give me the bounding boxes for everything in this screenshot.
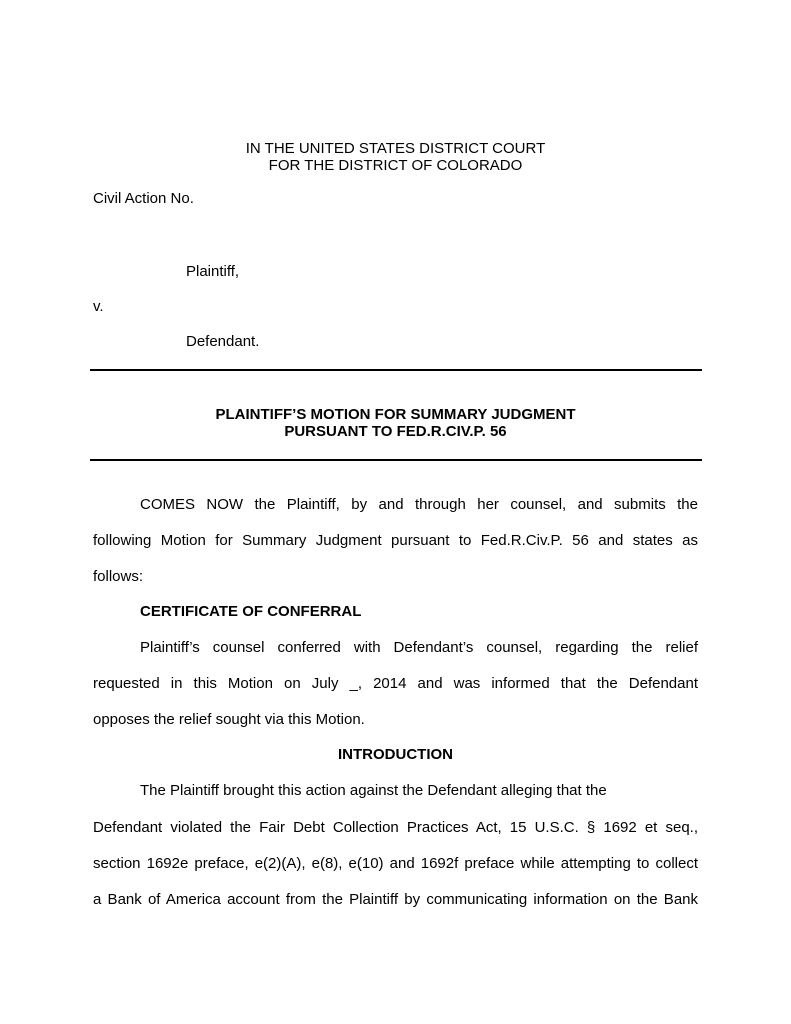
caption-rule-top xyxy=(90,369,702,371)
paragraph-line: requested in this Motion on July _, 2014 and was informed that the Defendant xyxy=(93,675,698,692)
conferral-paragraph xyxy=(93,638,698,746)
paragraph-line: COMES NOW the Plaintiff, by and through her counsel, and submits the xyxy=(140,496,698,513)
plaintiff-label: Plaintiff, xyxy=(186,263,240,280)
paragraph-line: section 1692e preface, e(2)(A), e(8), e(10) and 1692f preface while attempting to collect xyxy=(93,855,698,872)
versus-label: v. xyxy=(93,298,104,315)
introduction-paragraph xyxy=(93,818,698,926)
motion-title-line2: PURSUANT TO FED.R.CIV.P. 56 xyxy=(284,423,507,440)
motion-title-line1: PLAINTIFF’S MOTION FOR SUMMARY JUDGMENT xyxy=(215,406,576,423)
conferral-heading: CERTIFICATE OF CONFERRAL xyxy=(140,603,362,620)
paragraph-line: opposes the relief sought via this Motion. xyxy=(93,711,365,728)
defendant-label: Defendant. xyxy=(186,333,260,350)
court-name-line2: FOR THE DISTRICT OF COLORADO xyxy=(268,157,523,174)
introduction-heading: INTRODUCTION xyxy=(338,746,453,763)
civil-action-label: Civil Action No. xyxy=(93,190,194,207)
caption-rule-bottom xyxy=(90,459,702,461)
paragraph-line: Plaintiff’s counsel conferred with Defendant’s counsel, regarding the relief xyxy=(140,639,698,656)
paragraph-line: follows: xyxy=(93,568,144,585)
intro-paragraph xyxy=(93,495,698,603)
paragraph-line: Defendant violated the Fair Debt Collection Practices Act, 15 U.S.C. § 1692 et seq., xyxy=(93,819,698,836)
paragraph-line: following Motion for Summary Judgment pursuant to Fed.R.Civ.P. 56 and states as xyxy=(93,532,698,549)
paragraph-line: a Bank of America account from the Plaintiff by communicating information on the Bank xyxy=(93,891,698,908)
court-name-line1: IN THE UNITED STATES DISTRICT COURT xyxy=(245,140,546,157)
introduction-first-line: The Plaintiff brought this action against the Defendant alleging that the xyxy=(140,782,607,799)
